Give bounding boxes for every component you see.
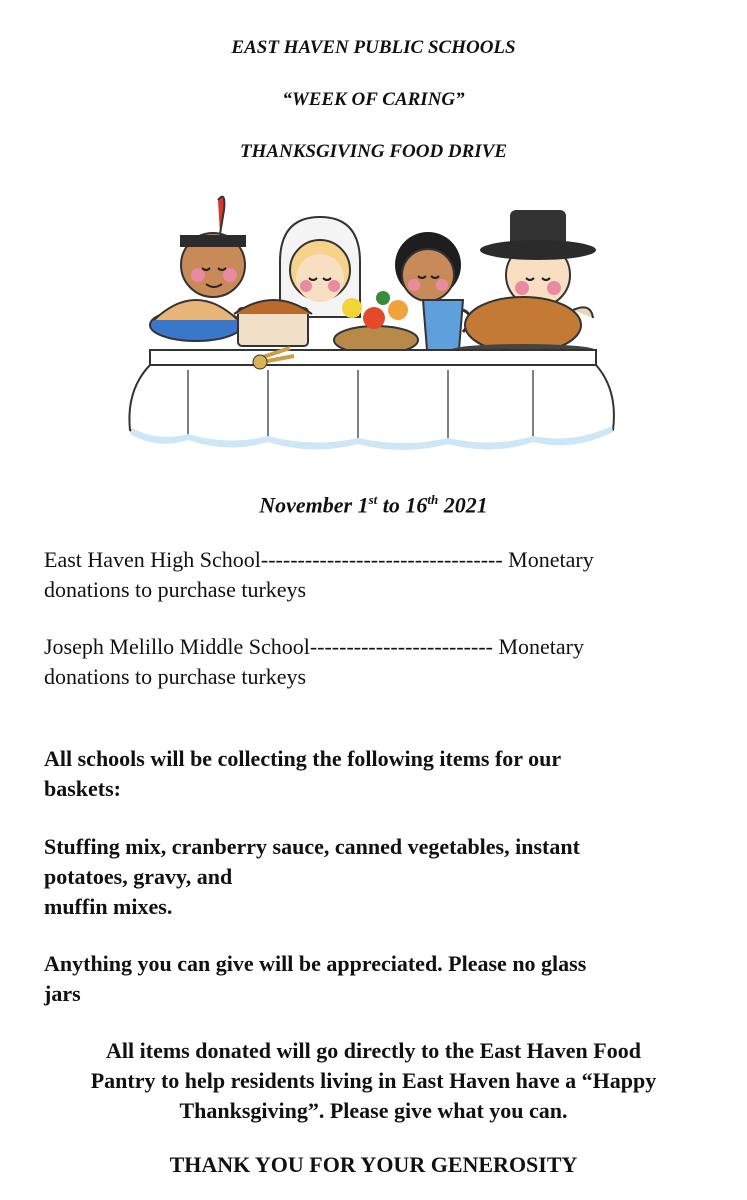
entry-line-1: East Haven High School--------------------------------- Monetary <box>44 547 594 572</box>
entry-line-2: donations to purchase turkeys <box>44 664 307 689</box>
header-line-1: EAST HAVEN PUBLIC SCHOOLS <box>231 37 516 58</box>
tablecloth <box>129 350 613 450</box>
appreciated-paragraph <box>44 949 704 1009</box>
entry-line-1: Joseph Melillo Middle School------------------------- Monetary <box>44 634 585 659</box>
donated-paragraph <box>40 1036 707 1126</box>
entry-line-2: donations to purchase turkeys <box>44 577 307 602</box>
donated-line-1: All items donated will go directly to the East Haven Food <box>106 1038 641 1063</box>
date-year: 2021 <box>438 492 488 518</box>
pie <box>150 300 242 341</box>
closing-thanks: THANK YOU FOR YOUR GENEROSITY <box>169 1152 578 1177</box>
thanksgiving-table-illustration <box>118 190 628 460</box>
entry-middle-school <box>44 632 704 692</box>
date-mid: to 16 <box>377 492 428 518</box>
bread-loaf <box>234 300 312 346</box>
native-boy-figure <box>180 197 246 297</box>
items-line-1: Stuffing mix, cranberry sauce, canned vegetables, instant <box>44 834 580 859</box>
items-line-3: muffin mixes. <box>44 894 173 919</box>
header-line-3: THANKSGIVING FOOD DRIVE <box>239 141 508 162</box>
items-paragraph <box>44 832 704 922</box>
date-sup-1: st <box>368 492 378 507</box>
items-line-2: potatoes, gravy, and <box>44 864 233 889</box>
pilgrim-boy-figure <box>480 210 596 307</box>
flower-bowl <box>334 291 418 354</box>
water-pitcher <box>423 300 470 350</box>
collecting-line-2: baskets: <box>44 776 122 801</box>
donated-line-2: Pantry to help residents living in East Haven have a “Happy <box>90 1068 657 1093</box>
roast-turkey <box>451 297 595 356</box>
entry-high-school <box>44 545 704 605</box>
date-month: November 1 <box>259 492 369 518</box>
appreciated-line-2: jars <box>44 981 81 1006</box>
native-girl-figure <box>395 232 461 301</box>
collecting-line-1: All schools will be collecting the following items for our <box>44 746 562 771</box>
collecting-paragraph <box>44 744 704 804</box>
header-line-2: “WEEK OF CARING” <box>282 89 465 110</box>
appreciated-line-1: Anything you can give will be appreciated. Please no glass <box>44 951 587 976</box>
donated-line-3: Thanksgiving”. Please give what you can. <box>179 1098 568 1123</box>
date-line <box>0 492 747 518</box>
date-sup-2: th <box>427 492 439 507</box>
